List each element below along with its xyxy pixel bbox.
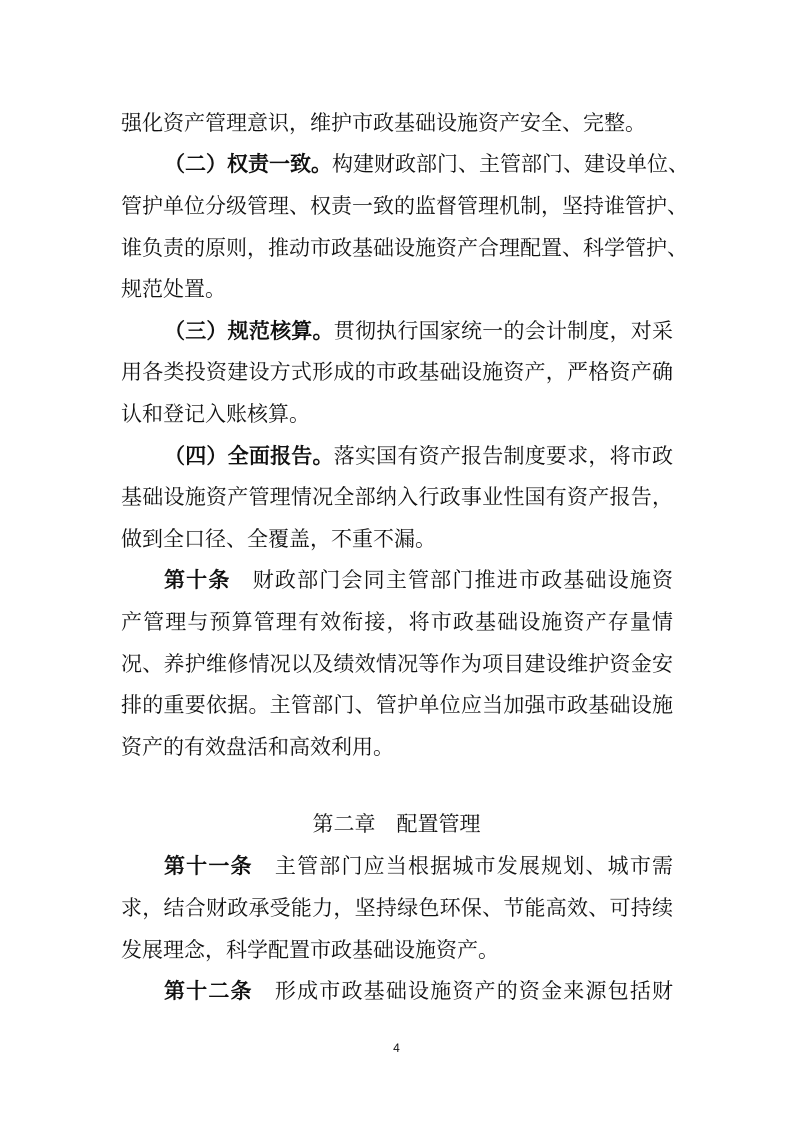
paragraph-line [164, 440, 673, 472]
section-label: （二）权责一致。 [164, 152, 332, 176]
text-span: 强化资产管理意识，维护市政基础设施资产安全、完整。 [121, 111, 646, 135]
section-label: （四）全面报告。 [164, 444, 334, 468]
paragraph-line [164, 975, 673, 1007]
text-span: 发展理念，科学配置市政基础设施资产。 [121, 938, 499, 962]
text-span: 资产的有效盘活和高效利用。 [121, 735, 394, 759]
paragraph-line [164, 315, 673, 347]
paragraph-line [121, 356, 673, 388]
text-span: 落实国有资产报告制度要求，将市政 [333, 444, 674, 468]
text-span: 基础设施资产管理情况全部纳入行政事业性国有资产报告， [121, 485, 673, 509]
section-label: （三）规范核算。 [164, 319, 334, 343]
paragraph-line [121, 731, 673, 763]
paragraph-line [164, 564, 673, 596]
paragraph-line [121, 398, 673, 430]
text-span: 管护单位分级管理、权责一致的监督管理机制，坚持谁管护、 [121, 194, 688, 218]
text-span: 况、养护维修情况以及绩效情况等作为项目建设维护资金安 [121, 652, 673, 676]
text-span: 贯彻执行国家统一的会计制度，对采 [333, 319, 674, 343]
paragraph-line [121, 273, 673, 305]
text-span: 财政部门会同主管部门推进市政基础设施资 [251, 568, 673, 592]
chapter-heading [0, 808, 793, 840]
paragraph-line [121, 481, 673, 513]
chapter-number: 第二章 [312, 812, 376, 836]
paragraph-line [121, 523, 673, 555]
article-label: 第十条 [164, 568, 231, 592]
page-number: 4 [393, 1041, 400, 1055]
paragraph-line [121, 689, 673, 721]
article-label: 第十一条 [164, 854, 253, 878]
paragraph-line [164, 148, 689, 180]
text-span: 构建财政部门、主管部门、建设单位、 [332, 152, 689, 176]
text-span: 主管部门应当根据城市发展规划、城市需 [273, 854, 674, 878]
text-span: 形成市政基础设施资产的资金来源包括财 [273, 979, 674, 1003]
paragraph-line [121, 934, 673, 966]
chapter-title: 配置管理 [396, 812, 481, 836]
paragraph-line [121, 892, 673, 924]
text-span: 用各类投资建设方式形成的市政基础设施资产，严格资产确 [121, 360, 673, 384]
paragraph-line [121, 107, 673, 139]
paragraph-line [164, 850, 673, 882]
paragraph-line [121, 648, 673, 680]
text-span: 规范处置。 [121, 277, 226, 301]
text-span: 认和登记入账核算。 [121, 402, 310, 426]
text-span: 产管理与预算管理有效衔接，将市政基础设施资产存量情 [121, 610, 673, 634]
text-span: 求，结合财政承受能力，坚持绿色环保、节能高效、可持续 [121, 896, 673, 920]
paragraph-line [121, 606, 673, 638]
article-label: 第十二条 [164, 979, 253, 1003]
paragraph-line [121, 232, 688, 264]
text-span: 做到全口径、全覆盖，不重不漏。 [121, 527, 436, 551]
text-span: 排的重要依据。主管部门、管护单位应当加强市政基础设施 [121, 693, 673, 717]
paragraph-line [121, 190, 688, 222]
text-span: 谁负责的原则，推动市政基础设施资产合理配置、科学管护、 [121, 236, 688, 260]
